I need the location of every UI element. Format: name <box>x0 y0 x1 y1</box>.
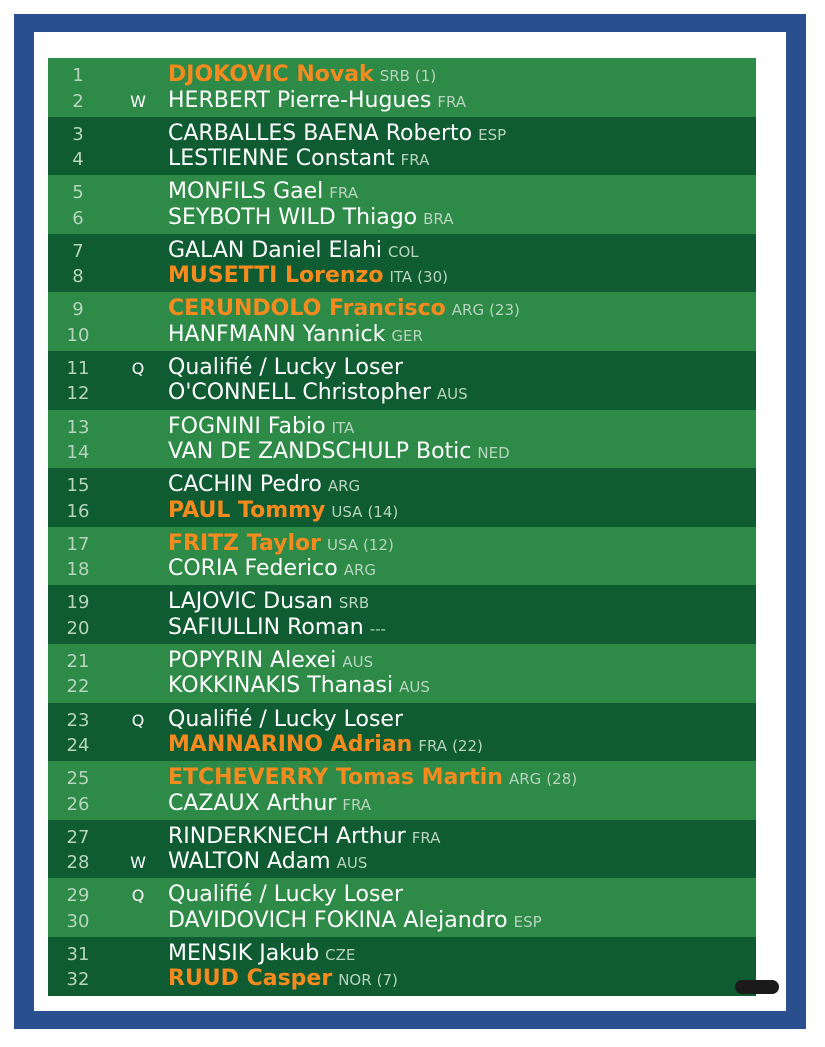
draw-position: 12 <box>66 383 90 405</box>
player-name[interactable]: Qualifié / Lucky Loser <box>168 354 404 380</box>
match-block <box>48 644 756 703</box>
player-seed: (7) <box>376 971 398 990</box>
player-row[interactable] <box>48 88 756 114</box>
draw-position: 1 <box>72 65 84 86</box>
player-seed: (28) <box>546 770 578 789</box>
draw-position: 2 <box>72 90 84 112</box>
player-row[interactable] <box>48 62 756 88</box>
draw-position: 13 <box>66 416 90 438</box>
player-seed: (23) <box>489 301 520 320</box>
player-row[interactable] <box>48 472 756 498</box>
draw-position: 20 <box>66 617 90 639</box>
player-seed: (30) <box>417 268 448 287</box>
player-row[interactable] <box>48 615 756 641</box>
draw-position: 23 <box>66 709 90 731</box>
entry-status: W <box>130 91 146 111</box>
player-country: AUS <box>336 854 368 873</box>
player-name[interactable]: CACHIN Pedro <box>168 472 322 498</box>
player-name[interactable]: HERBERT Pierre-Hugues <box>168 87 432 113</box>
match-block <box>48 937 756 996</box>
player-name[interactable]: WALTON Adam <box>168 849 331 875</box>
draw-position: 6 <box>72 207 84 229</box>
player-country: FRA <box>400 151 430 170</box>
player-seed: (14) <box>367 502 399 521</box>
player-country: AUS <box>436 385 468 404</box>
player-row[interactable] <box>48 380 756 406</box>
player-row[interactable] <box>48 531 756 557</box>
player-country: GER <box>391 326 423 345</box>
player-country: ARG <box>327 477 361 496</box>
draw-position: 15 <box>66 475 90 497</box>
player-row[interactable] <box>48 414 756 440</box>
player-name[interactable]: PAUL Tommy <box>168 497 326 523</box>
draw-position: 14 <box>66 442 90 464</box>
player-country: SRB <box>338 594 370 613</box>
player-name[interactable]: CERUNDOLO Francisco <box>168 296 446 322</box>
player-country: NOR <box>338 971 372 990</box>
player-name[interactable]: LAJOVIC Dusan <box>168 589 333 615</box>
player-name[interactable]: RINDERKNECH Arthur <box>168 823 406 849</box>
player-row[interactable] <box>48 498 756 524</box>
player-country: ARG <box>451 301 485 320</box>
player-row[interactable] <box>48 589 756 615</box>
tournament-draw <box>48 58 756 996</box>
player-country: COL <box>388 242 419 261</box>
draw-position: 8 <box>72 266 84 288</box>
player-row[interactable] <box>48 205 756 231</box>
player-name[interactable]: Qualifié / Lucky Loser <box>168 706 404 732</box>
match-block <box>48 351 756 410</box>
player-country: --- <box>369 619 386 638</box>
player-row[interactable] <box>48 882 756 908</box>
player-country: USA <box>331 502 363 521</box>
player-country: BRA <box>423 209 454 228</box>
player-country: USA <box>326 535 359 554</box>
player-name[interactable]: MANNARINO Adrian <box>168 732 413 758</box>
draw-position: 31 <box>66 943 90 965</box>
draw-position: 10 <box>66 324 90 346</box>
draw-position: 29 <box>66 885 90 907</box>
draw-position: 11 <box>66 357 90 379</box>
player-name[interactable]: MONFILS Gael <box>168 179 324 205</box>
player-name[interactable]: VAN DE ZANDSCHULP Botic <box>168 439 472 465</box>
player-row[interactable] <box>48 648 756 674</box>
player-row[interactable] <box>48 908 756 934</box>
match-block <box>48 878 756 937</box>
player-country: ESP <box>478 125 507 144</box>
player-country: AUS <box>342 652 374 671</box>
player-country: FRA <box>437 92 467 111</box>
draw-position: 19 <box>66 592 90 614</box>
player-name[interactable]: FRITZ Taylor <box>168 530 321 556</box>
player-country: SRB <box>379 67 410 85</box>
player-country: CZE <box>325 945 356 964</box>
player-country: ARG <box>508 770 542 789</box>
player-country: FRA <box>329 184 359 203</box>
player-name[interactable]: CAZAUX Arthur <box>168 790 337 816</box>
player-name[interactable]: LESTIENNE Constant <box>168 146 395 172</box>
player-name[interactable]: HANFMANN Yannick <box>168 321 386 347</box>
player-country: FRA <box>411 828 441 847</box>
draw-position: 3 <box>72 123 84 145</box>
player-name[interactable]: SEYBOTH WILD Thiago <box>168 204 418 230</box>
draw-position: 16 <box>66 500 90 522</box>
player-country: FRA <box>342 795 372 814</box>
draw-position: 27 <box>66 826 90 848</box>
player-name[interactable]: KOKKINAKIS Thanasi <box>168 673 394 699</box>
player-row[interactable] <box>48 791 756 817</box>
player-name[interactable]: MUSETTI Lorenzo <box>168 263 384 289</box>
player-row[interactable] <box>48 673 756 699</box>
draw-position: 21 <box>66 650 90 672</box>
match-block <box>48 292 756 351</box>
player-row[interactable] <box>48 322 756 348</box>
draw-position: 30 <box>66 910 90 932</box>
player-row[interactable] <box>48 238 756 264</box>
draw-position: 18 <box>66 559 90 581</box>
match-block <box>48 410 756 469</box>
player-name[interactable]: DJOKOVIC Novak <box>168 62 374 87</box>
player-row[interactable] <box>48 707 756 733</box>
player-seed: (1) <box>414 67 437 85</box>
player-row[interactable] <box>48 556 756 582</box>
player-name[interactable]: Qualifié / Lucky Loser <box>168 882 404 908</box>
player-name[interactable]: DAVIDOVICH FOKINA Alejandro <box>168 907 508 933</box>
player-country: AUS <box>399 678 430 697</box>
player-row[interactable] <box>48 121 756 147</box>
player-country: ARG <box>343 561 377 580</box>
player-name[interactable]: CORIA Federico <box>168 556 338 582</box>
player-name[interactable]: O'CONNELL Christopher <box>168 380 431 406</box>
player-name[interactable]: FOGNINI Fabio <box>168 413 326 439</box>
player-row[interactable] <box>48 179 756 205</box>
player-seed: (22) <box>452 737 483 756</box>
draw-position: 28 <box>66 852 90 874</box>
player-row[interactable] <box>48 941 756 967</box>
draw-position: 4 <box>72 149 84 171</box>
draw-position: 9 <box>72 299 84 321</box>
player-country: ITA <box>389 268 413 287</box>
player-row[interactable] <box>48 146 756 172</box>
draw-position: 7 <box>72 240 84 262</box>
player-row[interactable] <box>48 296 756 322</box>
watermark-badge <box>735 980 779 994</box>
entry-status: Q <box>131 358 145 378</box>
player-name[interactable]: GALAN Daniel Elahi <box>168 237 383 263</box>
player-country: ITA <box>331 418 355 437</box>
match-block <box>48 585 756 644</box>
player-seed: (12) <box>363 535 394 554</box>
player-row[interactable] <box>48 732 756 758</box>
draw-position: 26 <box>66 793 90 815</box>
player-row[interactable] <box>48 966 756 992</box>
draw-position: 32 <box>66 969 90 991</box>
player-name[interactable]: RUUD Casper <box>168 966 333 992</box>
draw-position: 5 <box>72 182 84 204</box>
match-block <box>48 527 756 586</box>
draw-position: 25 <box>66 768 90 790</box>
match-block <box>48 468 756 527</box>
player-country: NED <box>477 444 510 463</box>
player-name[interactable]: MENSIK Jakub <box>168 940 320 966</box>
player-row[interactable] <box>48 824 756 850</box>
match-block <box>48 820 756 879</box>
draw-position: 24 <box>66 735 90 757</box>
entry-status: W <box>130 853 146 873</box>
player-name[interactable]: SAFIULLIN Roman <box>168 614 364 640</box>
player-row[interactable] <box>48 849 756 875</box>
player-row[interactable] <box>48 765 756 791</box>
player-name[interactable]: CARBALLES BAENA Roberto <box>168 120 473 146</box>
draw-position: 22 <box>66 676 90 698</box>
match-block <box>48 234 756 293</box>
match-block <box>48 761 756 820</box>
draw-position: 17 <box>66 533 90 555</box>
player-name[interactable]: POPYRIN Alexei <box>168 647 337 673</box>
entry-status: Q <box>131 886 145 906</box>
match-block <box>48 58 756 117</box>
player-row[interactable] <box>48 355 756 381</box>
player-country: FRA <box>418 737 448 756</box>
player-row[interactable] <box>48 263 756 289</box>
player-name[interactable]: ETCHEVERRY Tomas Martin <box>168 765 503 791</box>
entry-status: Q <box>131 710 145 730</box>
player-row[interactable] <box>48 439 756 465</box>
match-block <box>48 117 756 176</box>
match-block <box>48 703 756 762</box>
match-block <box>48 175 756 234</box>
player-country: ESP <box>513 912 542 931</box>
